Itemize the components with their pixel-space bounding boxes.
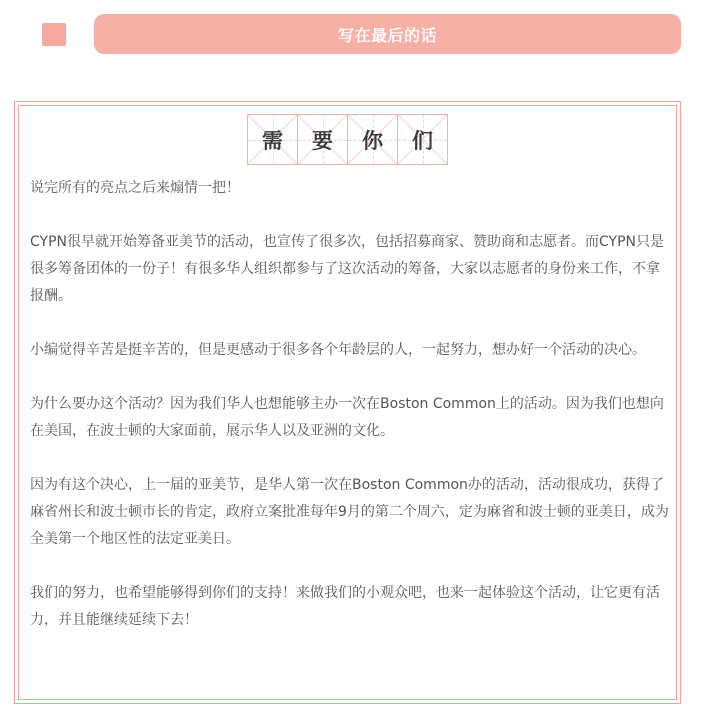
grid-cell-char: 你 xyxy=(362,128,383,153)
grid-cell-char: 需 xyxy=(262,128,283,153)
paragraph-intro: 说完所有的亮点之后来煽情一把！ xyxy=(30,180,240,196)
grid-cell xyxy=(247,114,298,165)
article-body xyxy=(30,175,670,634)
grid-cell-char: 们 xyxy=(412,128,433,153)
section-header-title: 写在最后的话 xyxy=(337,25,437,45)
grid-cell xyxy=(397,114,448,165)
grid-title xyxy=(247,114,448,165)
grid-cell-char: 要 xyxy=(312,128,333,153)
paragraph-effort: 小编觉得辛苦是挺辛苦的，但是更感动于很多各个年龄层的人，一起努力，想办好一个活动的决心。 xyxy=(30,342,646,358)
grid-cell xyxy=(297,114,348,165)
grid-cell xyxy=(347,114,398,165)
paragraph-closing: 我们的努力，也希望能够得到你们的支持！来做我们的小观众吧，也来一起体验这个活动，让它更有活力，并且能继续延续下去！ xyxy=(30,585,660,628)
paragraph-why: 为什么要办这个活动？因为我们华人也想能够主办一次在Boston Common上的活动。因为我们也想向在美国，在波士顿的大家面前，展示华人以及亚洲的文化。 xyxy=(30,396,664,439)
paragraph-history: 因为有这个决心，上一届的亚美节，是华人第一次在Boston Common办的活动，活动很成功，获得了麻省州长和波士顿市长的肯定，政府立案批准每年9月的第二个周六，定为麻省和波士顿的亚美日，成为全美第一个地区性的法定亚美日。 xyxy=(30,477,669,547)
header-square-decoration xyxy=(42,23,66,46)
section-header-bar xyxy=(94,14,681,54)
paragraph-cypn: CYPN很早就开始筹备亚美节的活动，也宣传了很多次，包括招募商家、赞助商和志愿者。而CYPN只是很多筹备团体的一份子！有很多华人组织都参与了这次活动的筹备，大家以志愿者的身份来工作，不拿报酬。 xyxy=(30,234,664,304)
